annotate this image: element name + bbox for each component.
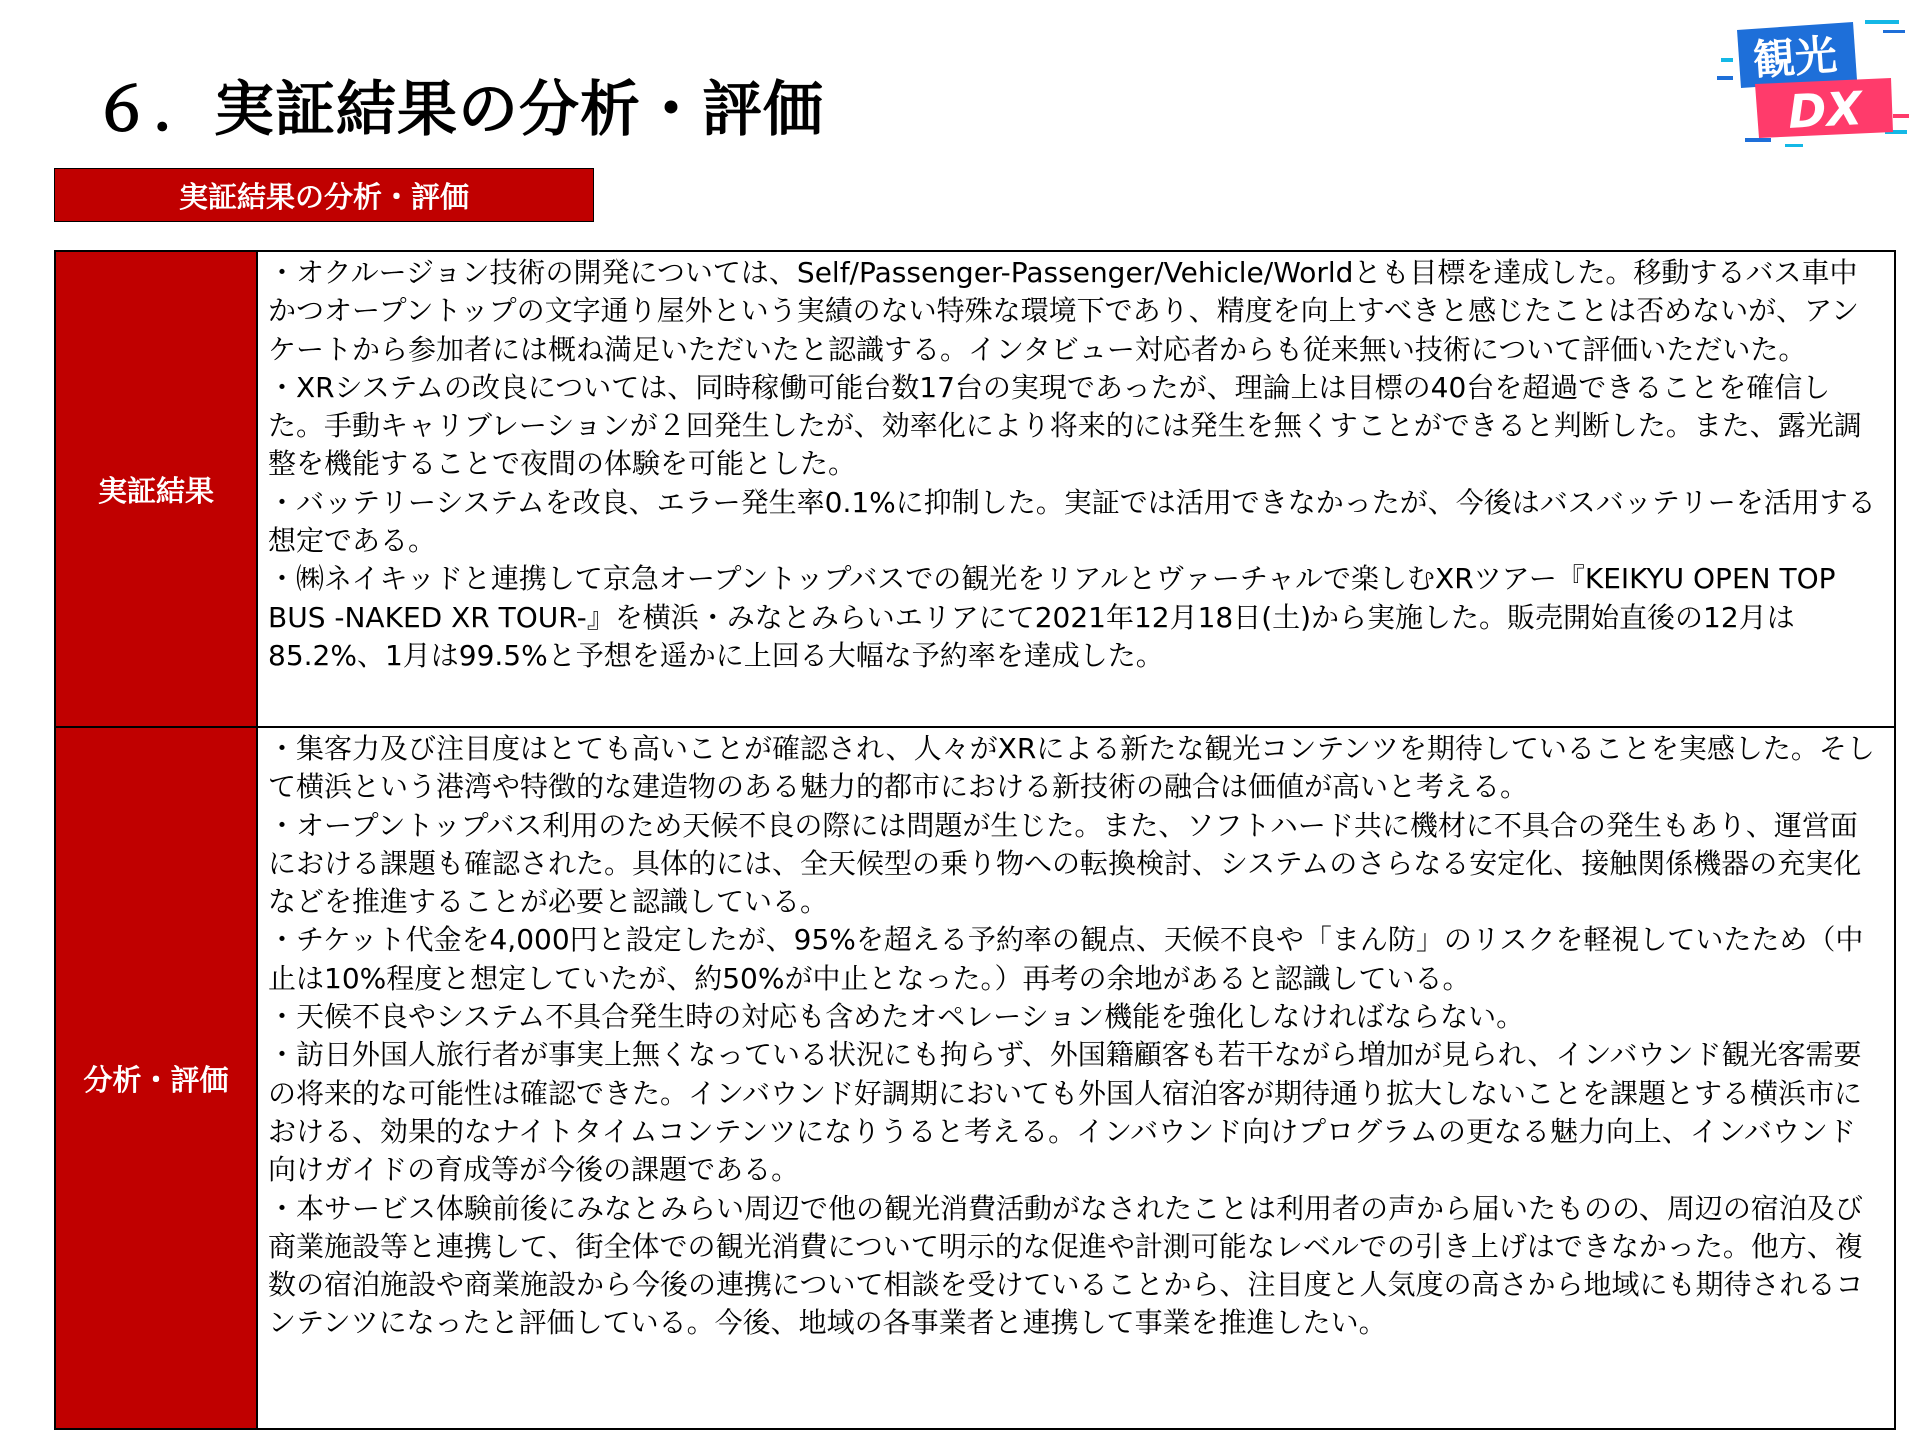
analysis-paragraph: ・訪日外国人旅行者が事実上無くなっている状況にも拘らず、外国籍顧客も若干ながら増加が見られ、インバウンド観光客需要の将来的な可能性は確認できた。インバウンド好調期においても外国人宿泊客が期待通り拡大しないことを課題とする横浜市における、効果的なナイトタイムコンテンツになりうると考える。インバウンド向けプログラムの更なる魅力向上、インバウンド向けガイドの育成等が今後の課題である。: [268, 1038, 1863, 1187]
analysis-row: [56, 728, 1894, 1428]
row-header-analysis: 分析・評価: [56, 728, 258, 1428]
results-paragraph: ・㈱ネイキッドと連携して京急オープントップバスでの観光をリアルとヴァーチャルで楽しむXRツアー『KEIKYU OPEN TOP BUS -NAKED XR TOUR-』を横浜・みなとみらいエリアにて2021年12月18日(土)から実施した。販売開始直後の12月は85.2%、1月は99.5%と予想を遥かに上回る大幅な予約率を達成した。: [268, 562, 1836, 672]
results-paragraph: ・バッテリーシステムを改良、エラー発生率0.1%に抑制した。実証では活用できなかったが、今後はバスバッテリーを活用する想定である。: [268, 485, 1876, 558]
results-paragraph: ・XRシステムの改良については、同時稼働可能台数17台の実現であったが、理論上は目標の40台を超過できることを確信した。手動キャリブレーションが２回発生したが、効率化により将来的には発生を無くすことができると判断した。また、露光調整を機能することで夜間の体験を可能とした。: [268, 370, 1862, 481]
results-table: [54, 250, 1896, 1430]
section-label: 実証結果の分析・評価: [54, 168, 594, 222]
results-row: [56, 252, 1894, 728]
results-paragraph: ・オクルージョン技術の開発については、Self/Passenger-Passenger/Vehicle/Worldとも目標を達成した。移動するバス車中かつオープントップの文字通り屋外という実績のない特殊な環境下であり、精度を向上すべきと感じたことは否めないが、アンケートから参加者には概ね満足いただいたと認識する。インタビュー対応者からも従来無い技術について評価いただいた。: [268, 256, 1859, 366]
analysis-paragraph: ・集客力及び注目度はとても高いことが確認され、人々がXRによる新たな観光コンテンツを期待していることを実感した。そして横浜という港湾や特徴的な建造物のある魅力的都市における新技術の融合は価値が高いと考える。: [268, 732, 1875, 804]
row-body-analysis: [258, 728, 1894, 1428]
analysis-paragraph: ・本サービス体験前後にみなとみらい周辺で他の観光消費活動がなされたことは利用者の声から届いたものの、周辺の宿泊及び商業施設等と連携して、街全体での観光消費について明示的な促進や計測可能なレベルでの引き上げはできなかった。他方、複数の宿泊施設や商業施設から今後の連携について相談を受けていることから、注目度と人気度の高さから地域にも期待されるコンテンツになったと評価している。今後、地域の各事業者と連携して事業を推進したい。: [268, 1191, 1864, 1340]
analysis-paragraph: ・天候不良やシステム不具合発生時の対応も含めたオペレーション機能を強化しなければならない。: [268, 1000, 1525, 1034]
logo-line1: 観光: [1751, 30, 1839, 85]
kanko-dx-logo: [1715, 18, 1915, 148]
row-header-results: 実証結果: [56, 252, 258, 726]
row-body-results: [258, 252, 1894, 726]
logo-line2: DX: [1786, 81, 1864, 139]
analysis-paragraph: ・オープントップバス利用のため天候不良の際には問題が生じた。また、ソフトハード共に機材に不具合の発生もあり、運営面における課題も確認された。具体的には、全天候型の乗り物への転換検討、システムのさらなる安定化、接触関係機器の充実化などを推進することが必要と認識している。: [268, 808, 1862, 919]
page-title: ６．実証結果の分析・評価: [92, 75, 824, 145]
analysis-paragraph: ・チケット代金を4,000円と設定したが、95%を超える予約率の観点、天候不良や「まん防」のリスクを軽視していたため（中止は10%程度と想定していたが、約50%が中止となった。）再考の余地があると認識している。: [268, 923, 1864, 995]
